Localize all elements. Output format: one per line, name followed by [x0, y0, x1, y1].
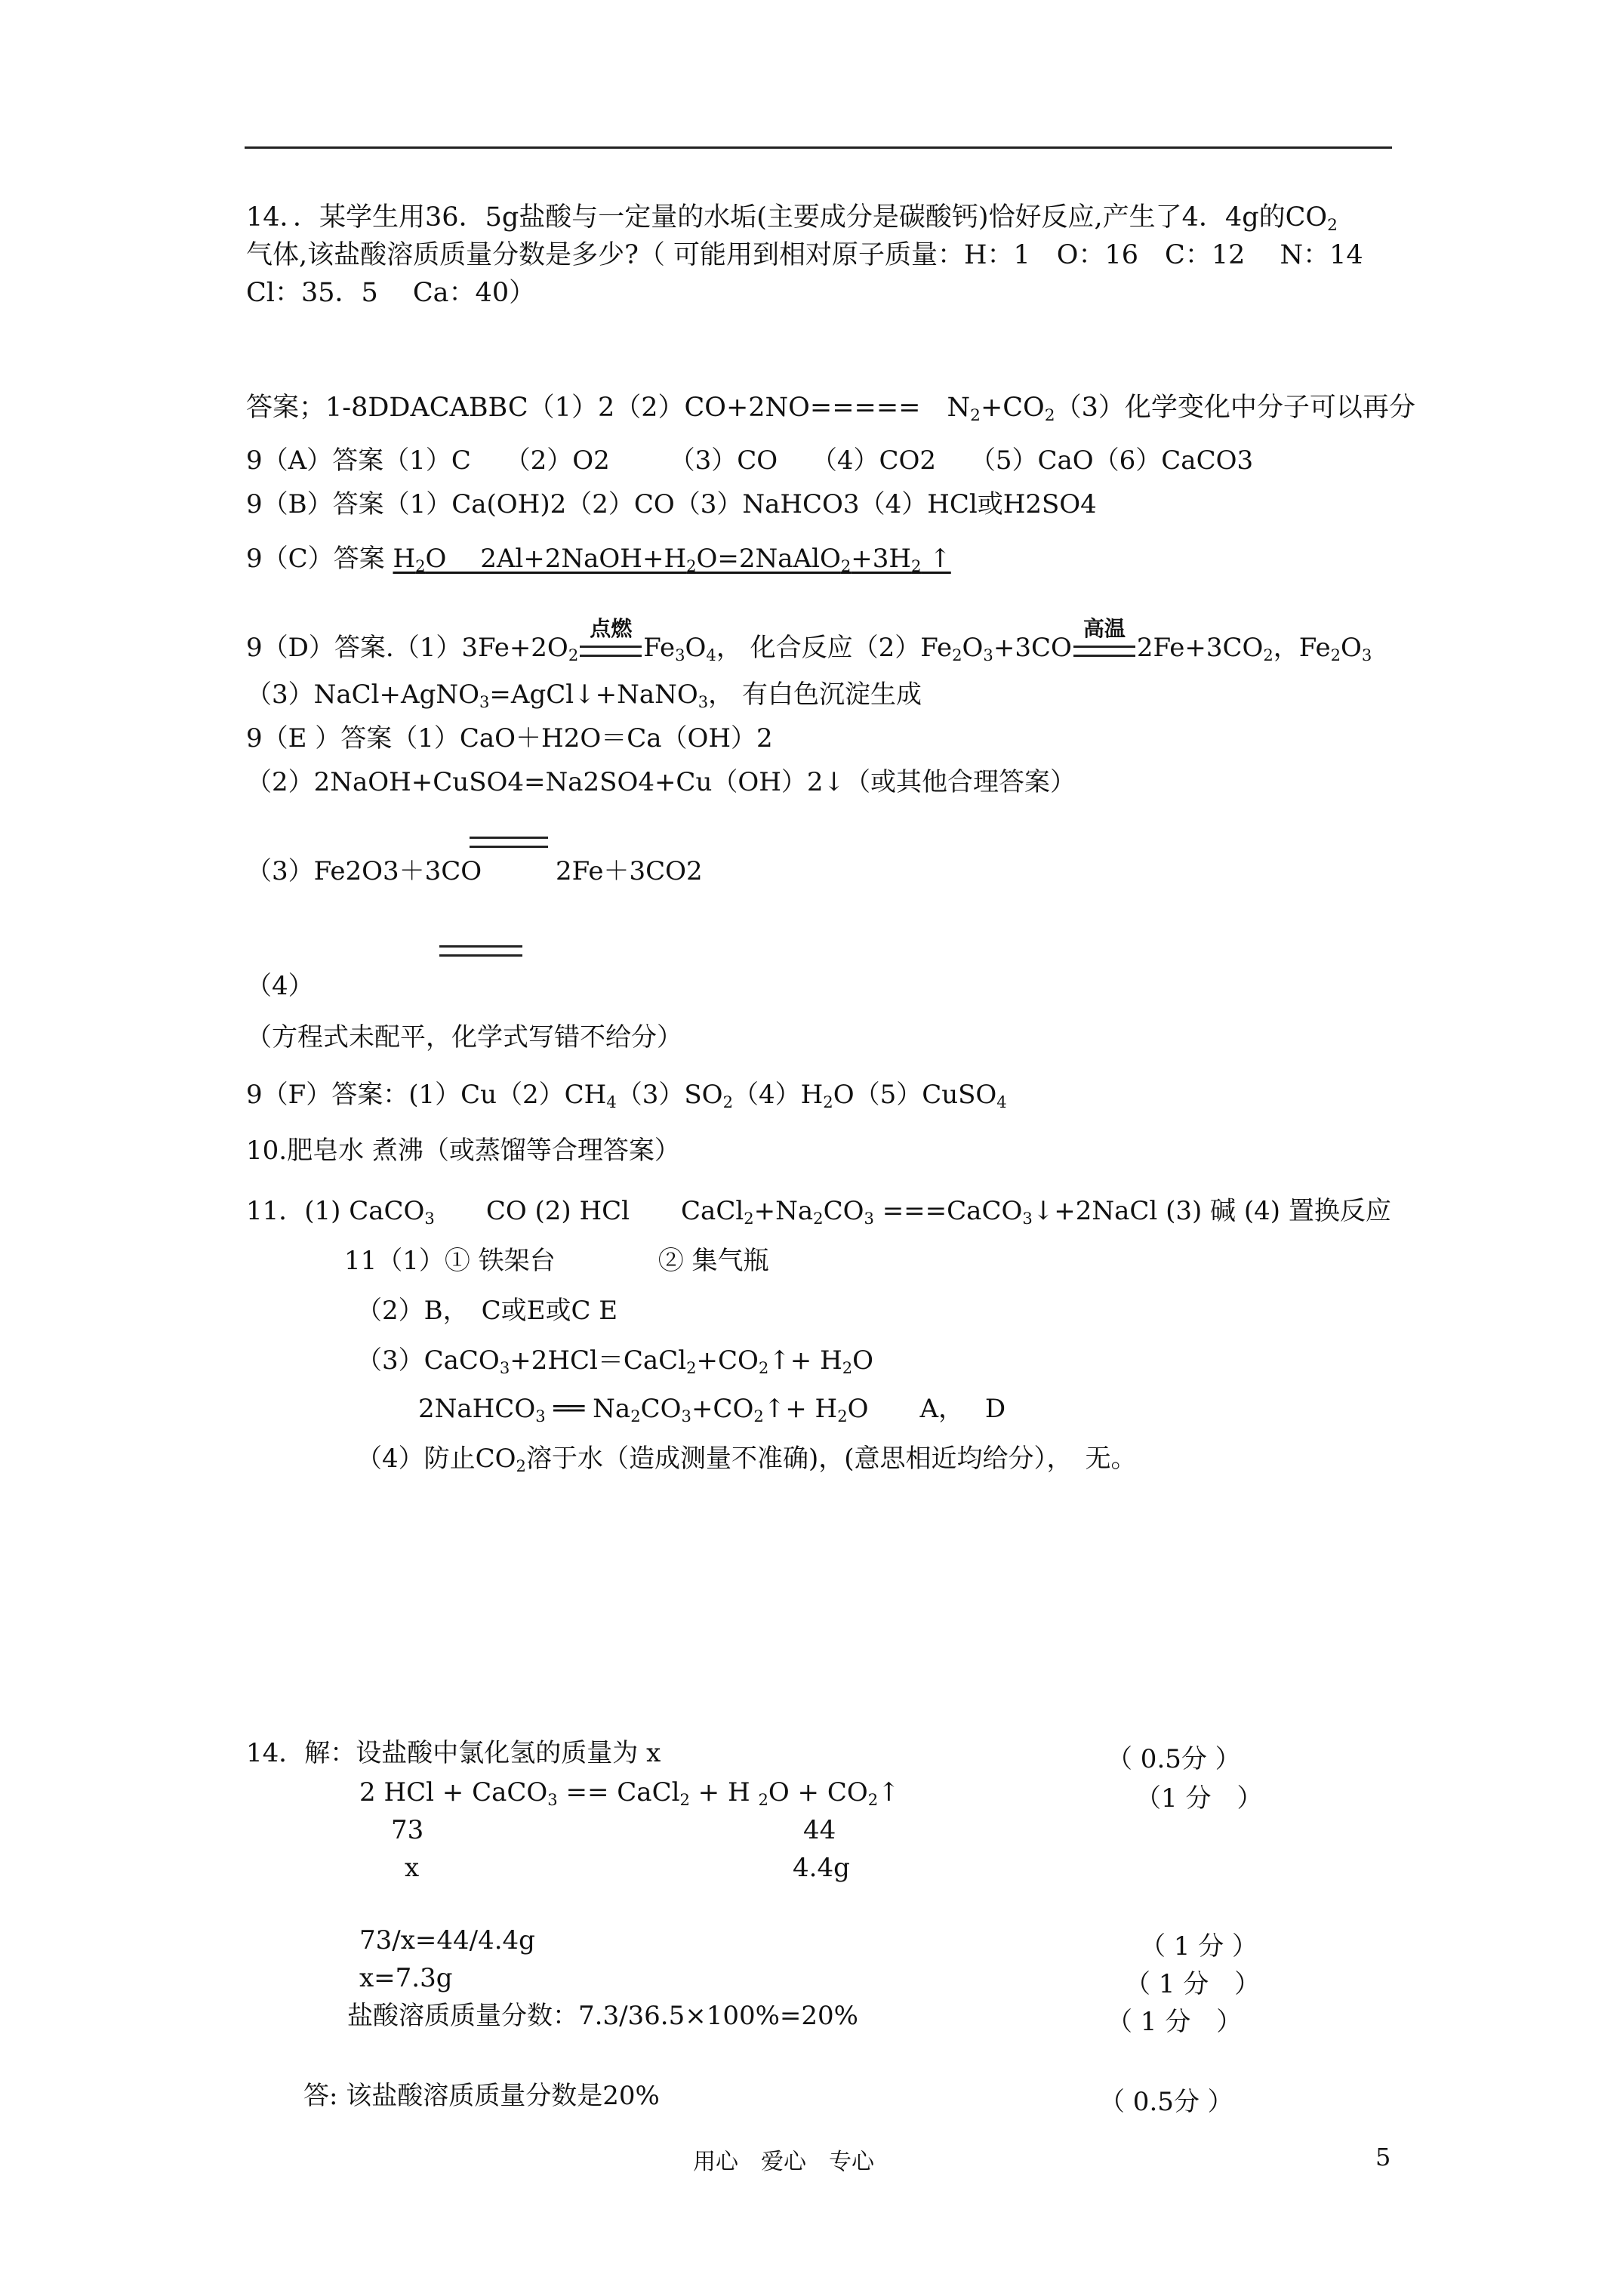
solution-14-unknown-right: 4.4g: [793, 1853, 850, 1883]
reaction-equals-sign: [470, 837, 548, 848]
solution-14-answer: 答: 该盐酸溶质质量分数是20%: [303, 2081, 660, 2111]
answer-11b-line-3: $(3)CaCO_3+2HCl=CaCl_2+CO_2↑+ H_2O$: [356, 1345, 874, 1377]
reaction-equals-sign: [439, 945, 522, 957]
reaction-arrow-high-temp: 高温: [1072, 636, 1137, 661]
answer-9e-line-4: （4）: [246, 971, 314, 1001]
page-number: 5: [1375, 2143, 1391, 2171]
solution-14-ratio-right: 44: [803, 1815, 836, 1845]
answer-9e-line-1: 9（E ）答案（1）CaO＋H2O＝Ca（OH）2: [246, 723, 773, 754]
answer-11b-line-1: 11（1）① 铁架台 ② 集气瓶: [344, 1246, 769, 1276]
answer-10: 10.肥皂水 煮沸（或蒸馏等合理答案）: [246, 1136, 680, 1166]
score-mark: （ 0.5分 ）: [1099, 2087, 1233, 2117]
solution-14-proportion: 73/x=44/4.4g: [359, 1925, 535, 1955]
reaction-arrow-ignite: 点燃: [578, 636, 643, 661]
score-mark: （ 1 分 ）: [1125, 1969, 1261, 1999]
question-14-line-3: Cl：35．5 Ca：40）: [246, 278, 536, 308]
answer-11b-line-2: （2）B， C或E或C E: [356, 1296, 618, 1326]
answer-9e-line-3b: 2Fe＋3CO2: [556, 856, 703, 886]
answer-11b-line-4: 2NaHCO$_3$ ══ $Na_2CO_3+CO_2↑+ H_2O$ A， D: [418, 1394, 1006, 1425]
answer-9e-line-3a: （3）Fe2O3＋3CO: [246, 856, 482, 886]
solution-14-line-1: 14．解：设盐酸中氯化氢的质量为 x: [246, 1738, 661, 1768]
score-mark: （ 1 分 ）: [1107, 2007, 1243, 2037]
solution-14-equation: 2 HCl + CaCO$_3$ == CaCl$_2$ + H $_2O + CO_2↑$: [359, 1777, 900, 1809]
answer-11-line-1: 11．(1) CaCO$_3$ CO (2) HCl $CaCl_2+Na_2CO_3$ ===CaCO$_3$↓+2NaCl (3) 碱 (4) 置换反应: [246, 1196, 1391, 1228]
question-14-line-2: 气体,该盐酸溶质质量分数是多少?（ 可能用到相对原子质量：H：1 O：16 C：12 N：14: [246, 240, 1363, 270]
solution-14-ratio-left: 73: [391, 1815, 424, 1845]
score-mark: （ 0.5分 ）: [1107, 1744, 1241, 1774]
question-14-line-1: 14．．某学生用36．5g盐酸与一定量的水垢(主要成分是碳酸钙)恰好反应,产生了4．4g的$CO_2$: [246, 202, 1338, 236]
header-rule: [245, 146, 1392, 149]
solution-14-unknown-left: x: [405, 1853, 420, 1883]
answer-9c: 9（C）答案 $H_2O$ $2Al+2NaOH+H_2O=2NaAlO_2+3H_2$ ↑: [246, 544, 951, 575]
answer-9d-line-1: 9（D）答案$.(1)3Fe+2O_2$ 点燃 $Fe_3O_4$， 化合反应$(2)Fe_2O_3+3CO$ 高温 $2Fe+3CO_2$，$Fe_2O_3$: [246, 616, 1372, 664]
answer-9f: 9（F）答案：$(1)Cu(2)CH_4(3)SO_2(4)H_2O(5)CuSO_4$: [246, 1080, 1007, 1111]
solution-14-result: x=7.3g: [359, 1963, 453, 1993]
answer-9e-note: （方程式未配平，化学式写错不给分）: [246, 1022, 682, 1052]
answer-9a: 9（A）答案（1）C （2）O2 （3）CO （4）CO2 （5）CaO（6）CaCO3: [246, 445, 1254, 476]
score-mark: （1 分 ）: [1135, 1783, 1263, 1814]
answer-9d-line-2: （3）NaCl+AgNO$_3$=AgCl↓+NaNO$_3$， 有白色沉淀生成: [246, 680, 922, 711]
score-mark: （ 1 分 ）: [1140, 1931, 1258, 1962]
answer-1-8: 答案；1-8DDACABBC（1）2（2）CO+2NO===== $N_2+CO_2(3)$化学变化中分子可以再分: [246, 393, 1415, 426]
solution-14-fraction: 盐酸溶质质量分数：7.3/36.5×100%=20%: [347, 2001, 858, 2031]
answer-9b: 9（B）答案（1）Ca(OH)2（2）CO（3）NaHCO3（4）HCl或H2SO4: [246, 489, 1097, 519]
footer-motto: 用心 爱心 专心: [693, 2149, 874, 2175]
answer-11b-line-5: （4）防止$CO_2$溶于水（造成测量不准确)，(意思相近均给分）， 无。: [356, 1444, 1137, 1475]
answer-9e-line-2: （2）2NaOH+CuSO4=Na2SO4+Cu（OH）2↓（或其他合理答案）: [246, 767, 1076, 797]
